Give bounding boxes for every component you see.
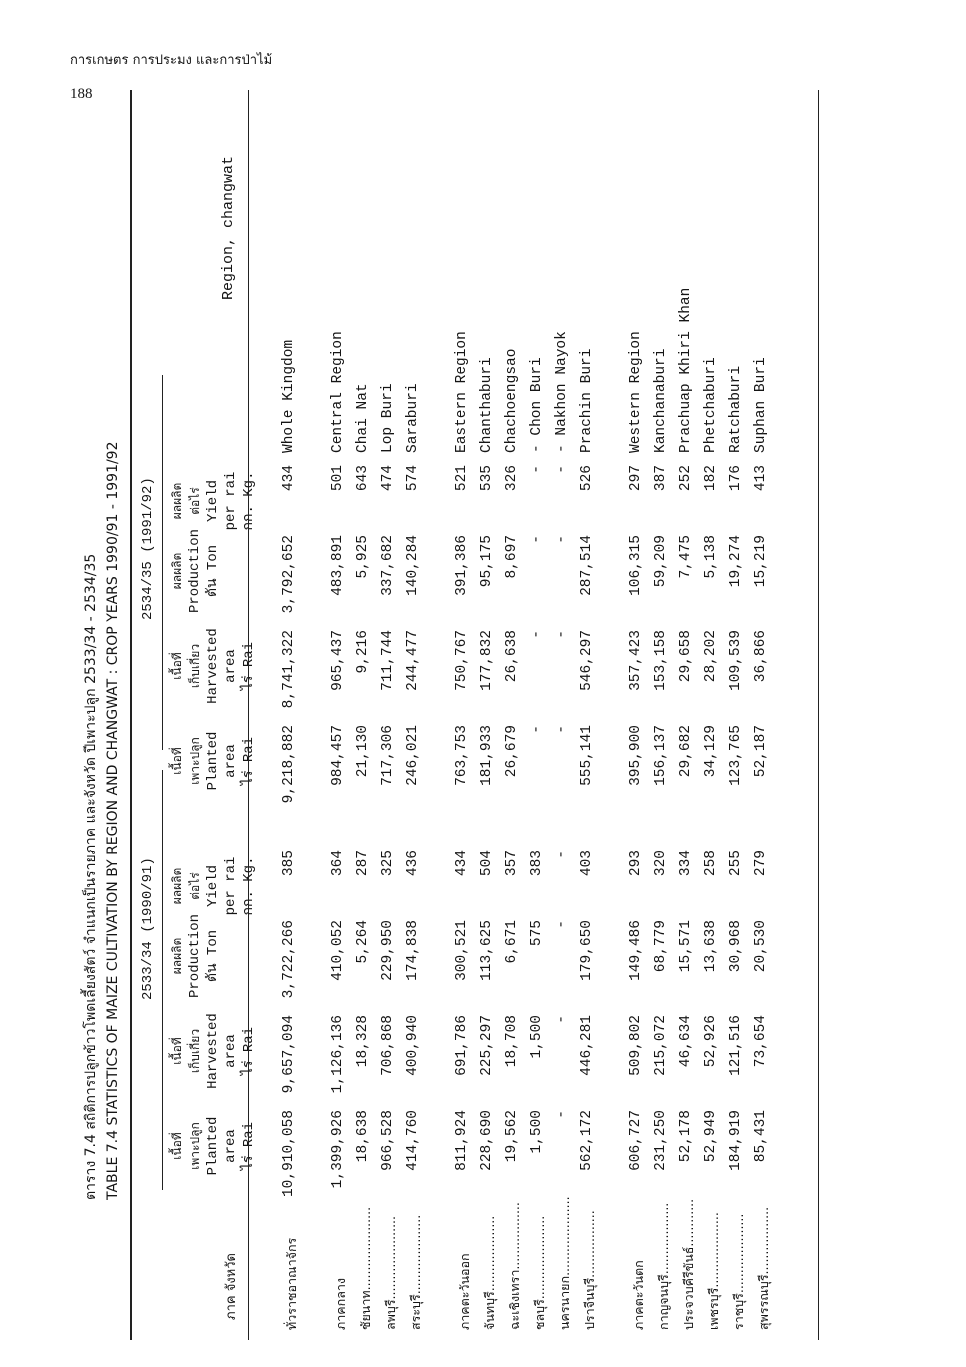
row-label-english: Lop Buri bbox=[380, 383, 396, 453]
table-cell: 9,218,882 bbox=[281, 725, 297, 804]
table-row bbox=[727, 90, 749, 1340]
table-cell: 483,891 bbox=[330, 535, 346, 596]
table-cell: 6,671 bbox=[504, 920, 520, 964]
row-label-thai: ทั่วราชอาณาจักร bbox=[284, 1237, 299, 1330]
row-label-english: Saraburi bbox=[405, 383, 421, 453]
table-cell: 750,767 bbox=[454, 630, 470, 691]
row-label-english: Central Region bbox=[330, 331, 346, 453]
table-cell: 29,682 bbox=[678, 725, 694, 778]
row-label-english: Chai Nat bbox=[355, 383, 371, 453]
table-cell: 325 bbox=[380, 850, 396, 877]
table-cell: 177,832 bbox=[479, 630, 495, 691]
table-title-english: TABLE 7.4 STATISTICS OF MAIZE CULTIVATION BY REGION AND CHANGWAT : CROP YEARS 1990/91 - 1991/92 bbox=[105, 441, 121, 1200]
rotated-table bbox=[80, 90, 820, 1340]
table-cell: 717,306 bbox=[380, 725, 396, 786]
table-cell: 7,475 bbox=[678, 535, 694, 579]
table-cell: - bbox=[554, 1015, 570, 1024]
table-row bbox=[478, 90, 500, 1340]
row-label-thai: นครนายก.................... bbox=[557, 1196, 572, 1330]
row-label-english: Prachin Buri bbox=[579, 348, 595, 453]
table-cell: 300,521 bbox=[454, 920, 470, 981]
table-row bbox=[354, 90, 376, 1340]
row-label-english: Chachoengsao bbox=[504, 348, 520, 453]
column-header-english: Harvested area ไร่ Rai bbox=[205, 628, 257, 704]
column-header bbox=[168, 840, 258, 932]
table-cell: 501 bbox=[330, 465, 346, 492]
row-label-thai: ประจวบคีรีขันธ์............ bbox=[681, 1198, 696, 1330]
row-label-english: Kanchanaburi bbox=[653, 348, 669, 453]
table-cell: 52,187 bbox=[753, 725, 769, 778]
table-cell: 395,900 bbox=[628, 725, 644, 786]
row-label-thai: ภาคกลาง bbox=[333, 1278, 348, 1330]
table-cell: 337,682 bbox=[380, 535, 396, 596]
row-label-thai: เพชรบุรี................... bbox=[706, 1212, 721, 1330]
table-cell: 711,744 bbox=[380, 630, 396, 691]
table-cell: 18,708 bbox=[504, 1015, 520, 1068]
table-cell: 357 bbox=[504, 850, 520, 877]
table-cell: 140,284 bbox=[405, 535, 421, 596]
table-title bbox=[80, 441, 124, 1200]
table-cell: 574 bbox=[405, 465, 421, 492]
table-cell: 391,386 bbox=[454, 535, 470, 596]
table-cell: 5,138 bbox=[703, 535, 719, 579]
table-cell: 52,949 bbox=[703, 1110, 719, 1163]
table-cell: - bbox=[554, 850, 570, 859]
table-cell: 85,431 bbox=[753, 1110, 769, 1163]
table-cell: 182 bbox=[703, 465, 719, 492]
year-rule-1991 bbox=[162, 375, 163, 750]
table-row bbox=[453, 90, 475, 1340]
table-cell: 691,786 bbox=[454, 1015, 470, 1076]
table-cell: 181,933 bbox=[479, 725, 495, 786]
table-cell: 575 bbox=[529, 920, 545, 947]
table-cell: 8,697 bbox=[504, 535, 520, 579]
table-cell: 113,625 bbox=[479, 920, 495, 981]
table-cell: 1,126,136 bbox=[330, 1015, 346, 1094]
table-cell: 246,021 bbox=[405, 725, 421, 786]
table-row bbox=[404, 90, 426, 1340]
table-cell: 984,457 bbox=[330, 725, 346, 786]
table-row bbox=[503, 90, 525, 1340]
row-label-thai: ฉะเชิงเทรา................. bbox=[507, 1202, 522, 1330]
row-label-thai: ลพบุรี..................... bbox=[383, 1216, 398, 1330]
table-cell: 29,658 bbox=[678, 630, 694, 683]
table-cell: 387 bbox=[653, 465, 669, 492]
column-header-thai: เนื้อที่ เก็บเกี่ยว bbox=[170, 1028, 202, 1074]
table-cell: 231,250 bbox=[653, 1110, 669, 1171]
row-label-english: Whole Kingdom bbox=[281, 339, 297, 453]
table-cell: - bbox=[529, 630, 545, 639]
table-cell: 26,638 bbox=[504, 630, 520, 683]
table-cell: 383 bbox=[529, 850, 545, 877]
row-label-english: Prachuap Khiri Khan bbox=[678, 287, 694, 453]
row-label-english: Suphan Buri bbox=[753, 357, 769, 453]
table-cell: 9,216 bbox=[355, 630, 371, 674]
table-cell: 15,219 bbox=[753, 535, 769, 588]
table-cell: 434 bbox=[454, 850, 470, 877]
table-cell: 153,158 bbox=[653, 630, 669, 691]
column-header-thai: ผลผลิต bbox=[170, 937, 184, 975]
table-cell: 174,838 bbox=[405, 920, 421, 981]
table-cell: 156,137 bbox=[653, 725, 669, 786]
table-cell: 287,514 bbox=[579, 535, 595, 596]
table-cell: 52,178 bbox=[678, 1110, 694, 1163]
table-cell: - bbox=[529, 535, 545, 544]
table-cell: 414,760 bbox=[405, 1110, 421, 1171]
table-cell: 149,486 bbox=[628, 920, 644, 981]
table-cell: 965,437 bbox=[330, 630, 346, 691]
table-cell: 34,129 bbox=[703, 725, 719, 778]
column-header-thai: เนื้อที่ เก็บเกี่ยว bbox=[170, 643, 202, 689]
table-cell: 21,130 bbox=[355, 725, 371, 778]
column-header-english: Planted area ไร่ Rai bbox=[205, 731, 257, 791]
table-cell: 19,274 bbox=[728, 535, 744, 588]
table-cell: 95,175 bbox=[479, 535, 495, 588]
table-cell: 26,679 bbox=[504, 725, 520, 778]
table-cell: 811,924 bbox=[454, 1110, 470, 1171]
table-cell: 400,940 bbox=[405, 1015, 421, 1076]
table-cell: 562,172 bbox=[579, 1110, 595, 1171]
table-cell: 504 bbox=[479, 850, 495, 877]
column-header-thai: ผลผลิต ต่อไร่ bbox=[170, 867, 202, 905]
column-header-english: Production ตัน Ton bbox=[187, 529, 221, 614]
table-row bbox=[752, 90, 774, 1340]
column-header-thai: ผลผลิต ต่อไร่ bbox=[170, 482, 202, 520]
page-header: การเกษตร การประมง และการป่าไม้ bbox=[70, 53, 273, 68]
table-cell: 1,399,926 bbox=[330, 1110, 346, 1189]
table-cell: 606,727 bbox=[628, 1110, 644, 1171]
table-cell: 535 bbox=[479, 465, 495, 492]
column-header-english: Planted area ไร่ Rai bbox=[205, 1116, 257, 1176]
row-label-thai: สระบุรี.................... bbox=[408, 1214, 423, 1330]
row-label-english: Chanthaburi bbox=[479, 357, 495, 453]
table-cell: 9,657,094 bbox=[281, 1015, 297, 1094]
top-rule bbox=[130, 90, 132, 1340]
table-cell: 52,926 bbox=[703, 1015, 719, 1068]
column-header-english: Production ตัน Ton bbox=[187, 914, 221, 999]
row-label-thai: ราชบุรี.................... bbox=[731, 1213, 746, 1330]
column-header-thai: เนื้อที่ เพาะปลูก bbox=[170, 737, 202, 785]
table-cell: 413 bbox=[753, 465, 769, 492]
table-cell: 8,741,322 bbox=[281, 630, 297, 709]
row-label-thai: สุพรรณบุรี................. bbox=[756, 1206, 771, 1330]
row-label-english: Phetchaburi bbox=[703, 357, 719, 453]
table-cell: 446,281 bbox=[579, 1015, 595, 1076]
column-header-thai: เนื้อที่ เพาะปลูก bbox=[170, 1122, 202, 1170]
table-row bbox=[379, 90, 401, 1340]
table-cell: 3,792,652 bbox=[281, 535, 297, 614]
column-header-english: Harvested area ไร่ Rai bbox=[205, 1013, 257, 1089]
table-cell: 13,638 bbox=[703, 920, 719, 973]
column-header bbox=[168, 715, 258, 807]
table-cell: 326 bbox=[504, 465, 520, 492]
table-cell: - bbox=[529, 725, 545, 734]
table-row bbox=[578, 90, 600, 1340]
table-cell: 763,753 bbox=[454, 725, 470, 786]
table-row bbox=[553, 90, 575, 1340]
row-label-thai: ปราจีนบุรี................. bbox=[582, 1210, 597, 1330]
row-label-english: - Nakhon Nayok bbox=[554, 331, 570, 453]
table-cell: - bbox=[554, 1110, 570, 1119]
table-row bbox=[329, 90, 351, 1340]
table-cell: 546,297 bbox=[579, 630, 595, 691]
row-label-thai: ชลบุรี..................... bbox=[532, 1215, 547, 1330]
table-cell: 1,500 bbox=[529, 1110, 545, 1154]
header-rule bbox=[248, 90, 249, 1340]
table-cell: 555,141 bbox=[579, 725, 595, 786]
column-header bbox=[168, 620, 258, 712]
table-cell: 59,209 bbox=[653, 535, 669, 588]
column-header bbox=[168, 455, 258, 547]
table-cell: 229,950 bbox=[380, 920, 396, 981]
table-cell: 474 bbox=[380, 465, 396, 492]
table-cell: 436 bbox=[405, 850, 421, 877]
table-row bbox=[677, 90, 699, 1340]
column-header bbox=[168, 1100, 258, 1192]
table-cell: 255 bbox=[728, 850, 744, 877]
table-cell: 334 bbox=[678, 850, 694, 877]
table-cell: 73,654 bbox=[753, 1015, 769, 1068]
table-cell: 3,722,266 bbox=[281, 920, 297, 999]
bottom-rule bbox=[818, 90, 819, 1340]
year-label-1990: 2533/34 (1990/91) bbox=[140, 857, 156, 1000]
table-cell: 509,802 bbox=[628, 1015, 644, 1076]
table-row bbox=[652, 90, 674, 1340]
table-cell: 706,868 bbox=[380, 1015, 396, 1076]
table-cell: 643 bbox=[355, 465, 371, 492]
table-cell: 36,866 bbox=[753, 630, 769, 683]
page-number: 188 bbox=[70, 86, 93, 102]
year-label-1991: 2534/35 (1991/92) bbox=[140, 477, 156, 620]
row-label-english: Ratchaburi bbox=[728, 365, 744, 453]
column-header-english: Yield per rai กก. Kg. bbox=[205, 471, 257, 531]
table-cell: 215,072 bbox=[653, 1015, 669, 1076]
table-cell: 123,765 bbox=[728, 725, 744, 786]
region-thai-header: ภาค จังหวัด bbox=[224, 1253, 239, 1320]
row-label-thai: กาญจนบุรี.................. bbox=[656, 1202, 671, 1330]
column-header-english: Yield per rai กก. Kg. bbox=[205, 856, 257, 916]
table-cell: 385 bbox=[281, 850, 297, 877]
region-english-header: Region, changwat bbox=[220, 155, 237, 300]
table-cell: 30,968 bbox=[728, 920, 744, 973]
table-cell: 184,919 bbox=[728, 1110, 744, 1171]
row-label-thai: ชัยนาท..................... bbox=[358, 1206, 373, 1330]
table-cell: 19,562 bbox=[504, 1110, 520, 1163]
table-title-thai: ตาราง 7.4 สถิติการปลูกข้าวโพดเลี้ยงสัตว์ จำแนกเป็นรายภาค และจังหวัด ปีเพาะปลูก 2533/34 - 2534/35 bbox=[83, 553, 99, 1200]
table-row bbox=[627, 90, 649, 1340]
table-cell: 287 bbox=[355, 850, 371, 877]
table-row bbox=[280, 90, 302, 1340]
table-cell: - bbox=[554, 920, 570, 929]
table-cell: 320 bbox=[653, 850, 669, 877]
table-cell: 258 bbox=[703, 850, 719, 877]
table-cell: 121,516 bbox=[728, 1015, 744, 1076]
table-cell: 15,571 bbox=[678, 920, 694, 973]
table-cell: 109,539 bbox=[728, 630, 744, 691]
table-cell: 252 bbox=[678, 465, 694, 492]
table-cell: 526 bbox=[579, 465, 595, 492]
table-cell: 176 bbox=[728, 465, 744, 492]
table-cell: 5,925 bbox=[355, 535, 371, 579]
table-cell: 18,328 bbox=[355, 1015, 371, 1068]
row-label-thai: จันทบุรี................... bbox=[482, 1215, 497, 1330]
table-cell: 293 bbox=[628, 850, 644, 877]
table-cell: 10,910,058 bbox=[281, 1110, 297, 1198]
table-cell: 521 bbox=[454, 465, 470, 492]
table-cell: 434 bbox=[281, 465, 297, 492]
row-label-english: Western Region bbox=[628, 331, 644, 453]
table-cell: 106,315 bbox=[628, 535, 644, 596]
table-cell: 297 bbox=[628, 465, 644, 492]
table-cell: 20,530 bbox=[753, 920, 769, 973]
table-row bbox=[702, 90, 724, 1340]
table-cell: - bbox=[554, 465, 570, 474]
table-cell: 179,650 bbox=[579, 920, 595, 981]
table-cell: 28,202 bbox=[703, 630, 719, 683]
table-cell: 46,634 bbox=[678, 1015, 694, 1068]
table-cell: 410,052 bbox=[330, 920, 346, 981]
row-label-thai: ภาคตะวันตก bbox=[631, 1260, 646, 1330]
row-label-english: Eastern Region bbox=[454, 331, 470, 453]
table-cell: 403 bbox=[579, 850, 595, 877]
table-row bbox=[528, 90, 550, 1340]
table-cell: 1,500 bbox=[529, 1015, 545, 1059]
table-cell: 228,690 bbox=[479, 1110, 495, 1171]
table-cell: 966,528 bbox=[380, 1110, 396, 1171]
table-cell: - bbox=[554, 535, 570, 544]
table-cell: 364 bbox=[330, 850, 346, 877]
row-label-thai: ภาคตะวันออก bbox=[457, 1253, 472, 1330]
column-header-thai: ผลผลิต bbox=[170, 552, 184, 590]
table-cell: - bbox=[554, 725, 570, 734]
table-cell: 357,423 bbox=[628, 630, 644, 691]
table-cell: 68,779 bbox=[653, 920, 669, 973]
table-cell: 18,638 bbox=[355, 1110, 371, 1163]
table-cell: 279 bbox=[753, 850, 769, 877]
table-cell: 225,297 bbox=[479, 1015, 495, 1076]
table-cell: - bbox=[554, 630, 570, 639]
year-rule-1990 bbox=[162, 770, 163, 1190]
table-cell: 244,477 bbox=[405, 630, 421, 691]
row-label-english: - Chon Buri bbox=[529, 357, 545, 453]
column-header bbox=[168, 1005, 258, 1097]
table-cell: - bbox=[529, 465, 545, 474]
table-cell: 5,264 bbox=[355, 920, 371, 964]
